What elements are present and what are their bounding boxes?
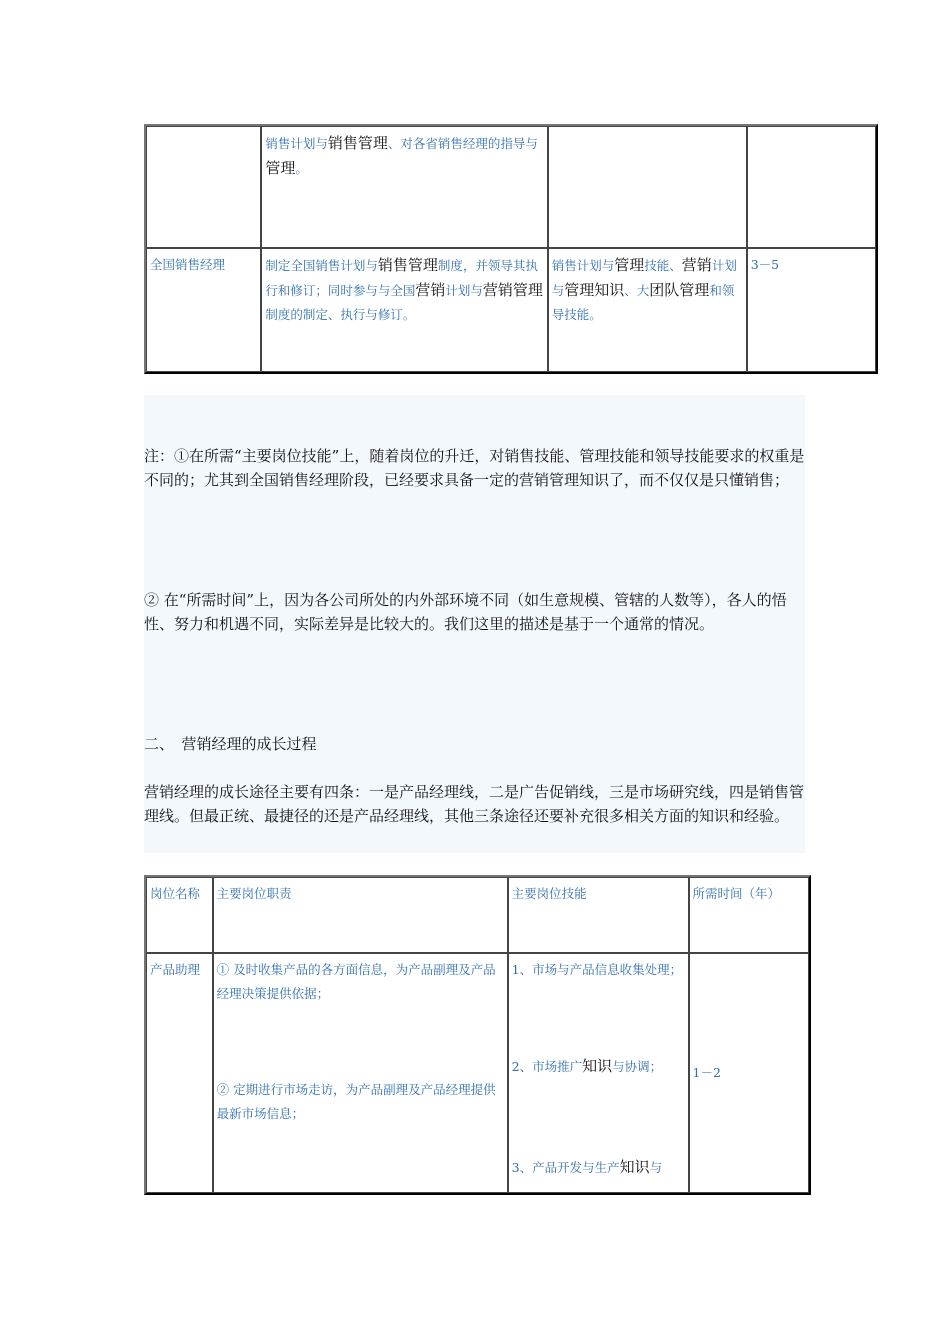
table-header-row <box>146 877 809 953</box>
position-cell <box>146 126 261 248</box>
time-cell: 1－2 <box>689 953 809 1193</box>
header-duty: 主要岗位职责 <box>213 877 508 953</box>
skill-item-1: 1、市场与产品信息收集处理； <box>511 962 683 977</box>
career-table-product <box>144 875 811 1195</box>
skill-cell <box>548 126 747 248</box>
duty-cell <box>213 953 508 1193</box>
header-skill: 主要岗位技能 <box>508 877 689 953</box>
table-row <box>146 248 876 372</box>
growth-paragraph: 营销经理的成长途径主要有四条：一是产品经理线，二是广告促销线，三是市场研究线，四是销售管理线。但最正统、最捷径的还是产品经理线，其他三条途径还要补充很多相关方面的知识和经验。 <box>144 783 805 825</box>
duty-cell: 销售计划与销售管理、对各省销售经理的指导与管理。 <box>261 126 547 248</box>
time-cell: 3－5 <box>747 248 876 372</box>
header-time: 所需时间（年） <box>689 877 809 953</box>
table-row <box>146 953 809 1193</box>
position-cell: 全国销售经理 <box>146 248 261 372</box>
duty-cell: 制定全国销售计划与销售管理制度，并领导其执行和修订；同时参与与全国营销计划与营销管理制度的制定、执行与修订。 <box>261 248 547 372</box>
skill-cell: 销售计划与管理技能、营销计划与管理知识、大团队管理和领导技能。 <box>548 248 747 372</box>
time-cell <box>747 126 876 248</box>
skill-cell <box>508 953 689 1193</box>
note-panel <box>144 395 805 853</box>
header-position: 岗位名称 <box>146 877 213 953</box>
position-cell: 产品助理 <box>146 953 213 1193</box>
skill-item-2: 2、市场推广知识与协调； <box>511 1057 663 1075</box>
section-heading: 二、 营销经理的成长过程 <box>144 735 317 753</box>
note-paragraph-1: 注：①在所需“主要岗位技能”上，随着岗位的升迁，对销售技能、管理技能和领导技能要求的权重是不同的；尤其到全国销售经理阶段，已经要求具备一定的营销管理知识了，而不仅仅是只懂销售； <box>144 447 805 489</box>
skill-item-3: 3、产品开发与生产知识与 <box>511 1158 663 1176</box>
table-row <box>146 126 876 248</box>
duty-item-2: ② 定期进行市场走访，为产品副理及产品经理提供最新市场信息； <box>216 1082 496 1121</box>
note-paragraph-2: ② 在“所需时间”上，因为各公司所处的内外部环境不同（如生意规模、管辖的人数等），各人的悟性、努力和机遇不同，实际差异是比较大的。我们这里的描述是基于一个通常的情况。 <box>144 591 787 633</box>
duty-item-1: ① 及时收集产品的各方面信息，为产品副理及产品经理决策提供依据； <box>216 962 496 1001</box>
career-table-sales <box>144 124 878 374</box>
